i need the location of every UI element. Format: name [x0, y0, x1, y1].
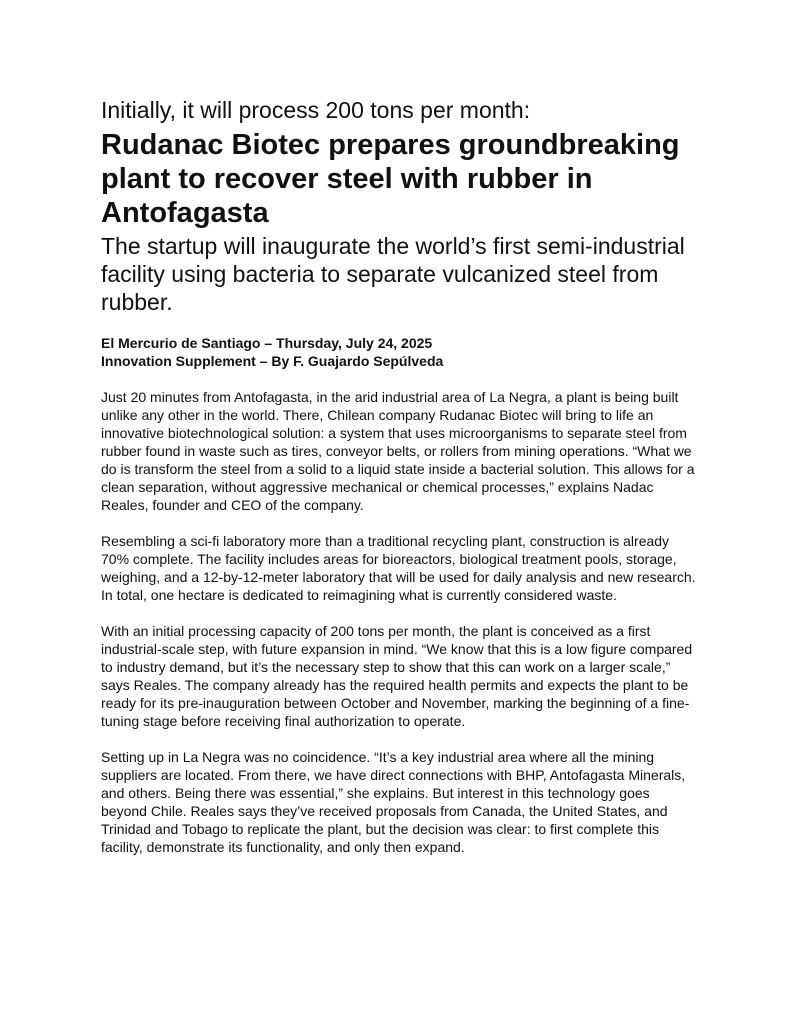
body-paragraph: Just 20 minutes from Antofagasta, in the arid industrial area of La Negra, a plant is being built unlike any other in the world. There, Chilean company Rudanac Biotec will bring to life an innovative biotechnological solution: a system that uses microorganisms to separate steel from rubber found in waste such as tires, conveyor belts, or rollers from mining operations. “What we do is transform the steel from a solid to a liquid state inside a bacterial solution. This allows for a clean separation, without aggressive mechanical or chemical processes,” explains Nadac Reales, founder and CEO of the company.	[101, 389, 695, 513]
body-paragraph: Setting up in La Negra was no coincidence. “It’s a key industrial area where all the mining suppliers are located. From there, we have direct connections with BHP, Antofagasta Minerals, and others. Being there was essential,” she explains. But interest in this technology goes beyond Chile. Reales says they’ve received proposals from Canada, the United States, and Trinidad and Tobago to replicate the plant, but the decision was clear: to first complete this facility, demonstrate its functionality, and only then expand.	[101, 749, 686, 855]
article-headline: Rudanac Biotec prepares groundbreaking plant to recover steel with rubber in Antofagasta	[101, 129, 680, 229]
article	[101, 96, 701, 856]
byline-supplement-author: Innovation Supplement – By F. Guajardo Sepúlveda	[101, 353, 444, 369]
article-kicker: Initially, it will process 200 tons per month:	[101, 97, 531, 123]
byline-publication-date: El Mercurio de Santiago – Thursday, July 24, 2025	[101, 335, 433, 351]
body-paragraph: With an initial processing capacity of 200 tons per month, the plant is conceived as a first industrial-scale step, with future expansion in mind. “We know that this is a low figure compared to industry demand, but it’s the necessary step to show that this can work on a larger scale,” says Reales. The company already has the required health permits and expects the plant to be ready for its pre-inauguration between October and November, marking the beginning of a fine-tuning stage before receiving final authorization to operate.	[101, 623, 693, 729]
byline	[101, 334, 701, 370]
body-paragraph: Resembling a sci-fi laboratory more than a traditional recycling plant, construction is already 70% complete. The facility includes areas for bioreactors, biological treatment pools, storage, weighing, and a 12-by-12-meter laboratory that will be used for daily analysis and new research. In total, one hectare is dedicated to reimagining what is currently considered waste.	[101, 533, 696, 603]
article-subheadline: The startup will inaugurate the world’s first semi-industrial facility using bacteria to separate vulcanized steel from rubber.	[101, 233, 685, 315]
